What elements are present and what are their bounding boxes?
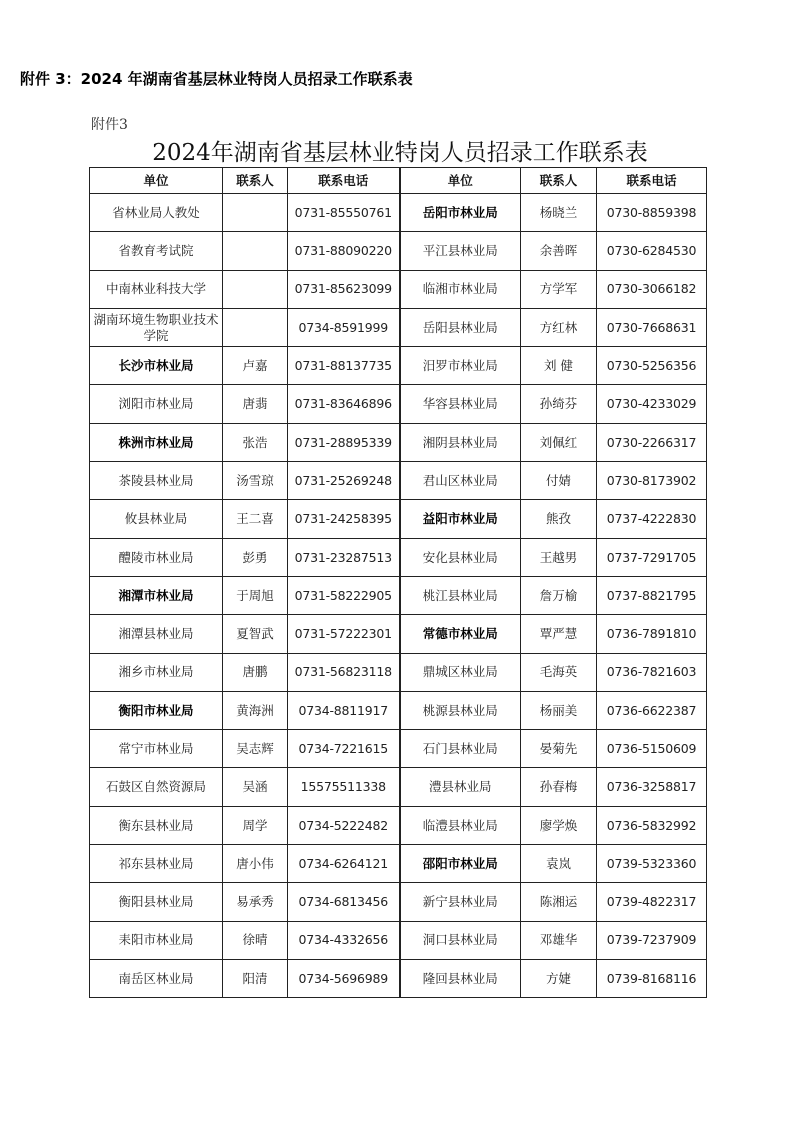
document-heading: 附件 3：2024 年湖南省基层林业特岗人员招录工作联系表 xyxy=(20,70,413,88)
right-contact-cell: 方婕 xyxy=(521,959,597,997)
right-unit-cell: 邵阳市林业局 xyxy=(400,845,521,883)
right-unit-cell: 平江县林业局 xyxy=(400,232,521,270)
right-phone-cell: 0736-5150609 xyxy=(597,730,707,768)
table-row xyxy=(90,462,707,500)
left-contact-cell: 王二喜 xyxy=(223,500,288,538)
left-phone-cell: 0731-83646896 xyxy=(288,385,400,423)
right-contact-cell: 邓雄华 xyxy=(521,921,597,959)
left-phone-cell: 0734-6813456 xyxy=(288,883,400,921)
header-unit-right: 单位 xyxy=(400,168,521,194)
right-unit-cell: 石门县林业局 xyxy=(400,730,521,768)
left-contact-cell: 唐鹏 xyxy=(223,653,288,691)
table-row xyxy=(90,959,707,997)
right-phone-cell: 0739-4822317 xyxy=(597,883,707,921)
left-unit-cell: 衡阳市林业局 xyxy=(90,691,223,729)
right-contact-cell: 孙绮芬 xyxy=(521,385,597,423)
right-contact-cell: 毛海英 xyxy=(521,653,597,691)
right-phone-cell: 0736-3258817 xyxy=(597,768,707,806)
left-contact-cell: 吴志辉 xyxy=(223,730,288,768)
left-contact-cell: 于周旭 xyxy=(223,576,288,614)
left-unit-cell: 常宁市林业局 xyxy=(90,730,223,768)
right-contact-cell: 余善晖 xyxy=(521,232,597,270)
left-unit-cell: 省教育考试院 xyxy=(90,232,223,270)
left-phone-cell: 0734-5222482 xyxy=(288,806,400,844)
left-phone-cell: 0734-8811917 xyxy=(288,691,400,729)
right-contact-cell: 袁岚 xyxy=(521,845,597,883)
right-unit-cell: 桃江县林业局 xyxy=(400,576,521,614)
right-unit-cell: 安化县林业局 xyxy=(400,538,521,576)
left-phone-cell: 0734-7221615 xyxy=(288,730,400,768)
table-row xyxy=(90,270,707,308)
left-contact-cell: 易承秀 xyxy=(223,883,288,921)
left-phone-cell: 15575511338 xyxy=(288,768,400,806)
scanned-attachment-image xyxy=(80,108,720,1000)
right-contact-cell: 陈湘运 xyxy=(521,883,597,921)
left-phone-cell: 0731-24258395 xyxy=(288,500,400,538)
right-phone-cell: 0737-7291705 xyxy=(597,538,707,576)
left-unit-cell: 醴陵市林业局 xyxy=(90,538,223,576)
right-unit-cell: 岳阳市林业局 xyxy=(400,194,521,232)
right-unit-cell: 岳阳县林业局 xyxy=(400,308,521,346)
right-phone-cell: 0736-7891810 xyxy=(597,615,707,653)
left-contact-cell: 卢嘉 xyxy=(223,347,288,385)
left-phone-cell: 0731-23287513 xyxy=(288,538,400,576)
left-contact-cell: 彭勇 xyxy=(223,538,288,576)
left-contact-cell: 唐翡 xyxy=(223,385,288,423)
table-row xyxy=(90,385,707,423)
right-unit-cell: 桃源县林业局 xyxy=(400,691,521,729)
right-phone-cell: 0730-4233029 xyxy=(597,385,707,423)
right-phone-cell: 0730-8173902 xyxy=(597,462,707,500)
table-row xyxy=(90,691,707,729)
right-phone-cell: 0736-7821603 xyxy=(597,653,707,691)
right-contact-cell: 方红林 xyxy=(521,308,597,346)
table-row xyxy=(90,730,707,768)
header-unit-left: 单位 xyxy=(90,168,223,194)
right-contact-cell: 王越男 xyxy=(521,538,597,576)
left-phone-cell: 0731-25269248 xyxy=(288,462,400,500)
left-unit-cell: 湘潭市林业局 xyxy=(90,576,223,614)
right-unit-cell: 汨罗市林业局 xyxy=(400,347,521,385)
right-contact-cell: 刘 健 xyxy=(521,347,597,385)
table-row xyxy=(90,423,707,461)
right-contact-cell: 晏菊先 xyxy=(521,730,597,768)
left-phone-cell: 0734-8591999 xyxy=(288,308,400,346)
left-contact-cell: 汤雪琼 xyxy=(223,462,288,500)
left-phone-cell: 0734-5696989 xyxy=(288,959,400,997)
left-unit-cell: 长沙市林业局 xyxy=(90,347,223,385)
right-contact-cell: 覃严慧 xyxy=(521,615,597,653)
right-unit-cell: 澧县林业局 xyxy=(400,768,521,806)
left-phone-cell: 0731-85550761 xyxy=(288,194,400,232)
right-unit-cell: 临湘市林业局 xyxy=(400,270,521,308)
left-phone-cell: 0731-88090220 xyxy=(288,232,400,270)
left-unit-cell: 南岳区林业局 xyxy=(90,959,223,997)
right-phone-cell: 0730-7668631 xyxy=(597,308,707,346)
right-phone-cell: 0736-5832992 xyxy=(597,806,707,844)
right-contact-cell: 方学军 xyxy=(521,270,597,308)
left-contact-cell: 张浩 xyxy=(223,423,288,461)
left-phone-cell: 0731-56823118 xyxy=(288,653,400,691)
right-unit-cell: 华容县林业局 xyxy=(400,385,521,423)
left-phone-cell: 0734-4332656 xyxy=(288,921,400,959)
attachment-label: 附件3 xyxy=(91,117,128,133)
right-unit-cell: 临澧县林业局 xyxy=(400,806,521,844)
table-row xyxy=(90,576,707,614)
left-unit-cell: 茶陵县林业局 xyxy=(90,462,223,500)
table-row xyxy=(90,921,707,959)
right-phone-cell: 0730-3066182 xyxy=(597,270,707,308)
right-unit-cell: 君山区林业局 xyxy=(400,462,521,500)
right-contact-cell: 杨丽美 xyxy=(521,691,597,729)
left-contact-cell: 黄海洲 xyxy=(223,691,288,729)
header-phone-left: 联系电话 xyxy=(288,168,400,194)
left-phone-cell: 0734-6264121 xyxy=(288,845,400,883)
left-unit-cell: 湘潭县林业局 xyxy=(90,615,223,653)
table-row xyxy=(90,845,707,883)
table-row xyxy=(90,806,707,844)
table-row xyxy=(90,538,707,576)
header-contact-left: 联系人 xyxy=(223,168,288,194)
right-contact-cell: 孙春梅 xyxy=(521,768,597,806)
left-contact-cell: 唐小伟 xyxy=(223,845,288,883)
table-header-row xyxy=(90,168,707,194)
right-phone-cell: 0730-5256356 xyxy=(597,347,707,385)
left-phone-cell: 0731-28895339 xyxy=(288,423,400,461)
left-unit-cell: 衡东县林业局 xyxy=(90,806,223,844)
left-unit-cell: 石鼓区自然资源局 xyxy=(90,768,223,806)
left-contact-cell: 吴涵 xyxy=(223,768,288,806)
right-phone-cell: 0739-5323360 xyxy=(597,845,707,883)
left-unit-cell: 湘乡市林业局 xyxy=(90,653,223,691)
left-contact-cell xyxy=(223,232,288,270)
table-row xyxy=(90,883,707,921)
left-unit-cell: 省林业局人教处 xyxy=(90,194,223,232)
left-unit-cell: 中南林业科技大学 xyxy=(90,270,223,308)
left-contact-cell xyxy=(223,308,288,346)
left-unit-cell: 浏阳市林业局 xyxy=(90,385,223,423)
left-contact-cell xyxy=(223,194,288,232)
right-unit-cell: 隆回县林业局 xyxy=(400,959,521,997)
left-unit-cell: 攸县林业局 xyxy=(90,500,223,538)
right-phone-cell: 0730-2266317 xyxy=(597,423,707,461)
table-row xyxy=(90,232,707,270)
table-row xyxy=(90,653,707,691)
left-unit-cell: 湖南环境生物职业技术学院 xyxy=(90,308,223,346)
table-row xyxy=(90,308,707,346)
left-phone-cell: 0731-57222301 xyxy=(288,615,400,653)
right-phone-cell: 0730-6284530 xyxy=(597,232,707,270)
left-contact-cell: 徐晴 xyxy=(223,921,288,959)
table-row xyxy=(90,194,707,232)
right-contact-cell: 熊孜 xyxy=(521,500,597,538)
left-contact-cell xyxy=(223,270,288,308)
left-phone-cell: 0731-58222905 xyxy=(288,576,400,614)
table-row xyxy=(90,347,707,385)
right-phone-cell: 0739-8168116 xyxy=(597,959,707,997)
right-phone-cell: 0739-7237909 xyxy=(597,921,707,959)
contact-table xyxy=(89,167,707,998)
right-unit-cell: 益阳市林业局 xyxy=(400,500,521,538)
right-unit-cell: 湘阴县林业局 xyxy=(400,423,521,461)
right-unit-cell: 鼎城区林业局 xyxy=(400,653,521,691)
right-phone-cell: 0737-8821795 xyxy=(597,576,707,614)
left-phone-cell: 0731-85623099 xyxy=(288,270,400,308)
table-row xyxy=(90,768,707,806)
right-unit-cell: 常德市林业局 xyxy=(400,615,521,653)
table-title: 2024年湖南省基层林业特岗人员招录工作联系表 xyxy=(152,140,648,166)
left-unit-cell: 祁东县林业局 xyxy=(90,845,223,883)
right-contact-cell: 刘佩红 xyxy=(521,423,597,461)
header-phone-right: 联系电话 xyxy=(597,168,707,194)
left-unit-cell: 耒阳市林业局 xyxy=(90,921,223,959)
left-phone-cell: 0731-88137735 xyxy=(288,347,400,385)
right-contact-cell: 詹万榆 xyxy=(521,576,597,614)
right-phone-cell: 0737-4222830 xyxy=(597,500,707,538)
right-contact-cell: 杨晓兰 xyxy=(521,194,597,232)
left-unit-cell: 衡阳县林业局 xyxy=(90,883,223,921)
right-unit-cell: 新宁县林业局 xyxy=(400,883,521,921)
left-contact-cell: 阳清 xyxy=(223,959,288,997)
left-contact-cell: 夏智武 xyxy=(223,615,288,653)
contact-table-body xyxy=(90,194,707,998)
left-unit-cell: 株洲市林业局 xyxy=(90,423,223,461)
right-contact-cell: 廖学焕 xyxy=(521,806,597,844)
right-phone-cell: 0730-8859398 xyxy=(597,194,707,232)
right-phone-cell: 0736-6622387 xyxy=(597,691,707,729)
left-contact-cell: 周学 xyxy=(223,806,288,844)
right-contact-cell: 付婧 xyxy=(521,462,597,500)
right-unit-cell: 洞口县林业局 xyxy=(400,921,521,959)
table-row xyxy=(90,615,707,653)
header-contact-right: 联系人 xyxy=(521,168,597,194)
table-row xyxy=(90,500,707,538)
